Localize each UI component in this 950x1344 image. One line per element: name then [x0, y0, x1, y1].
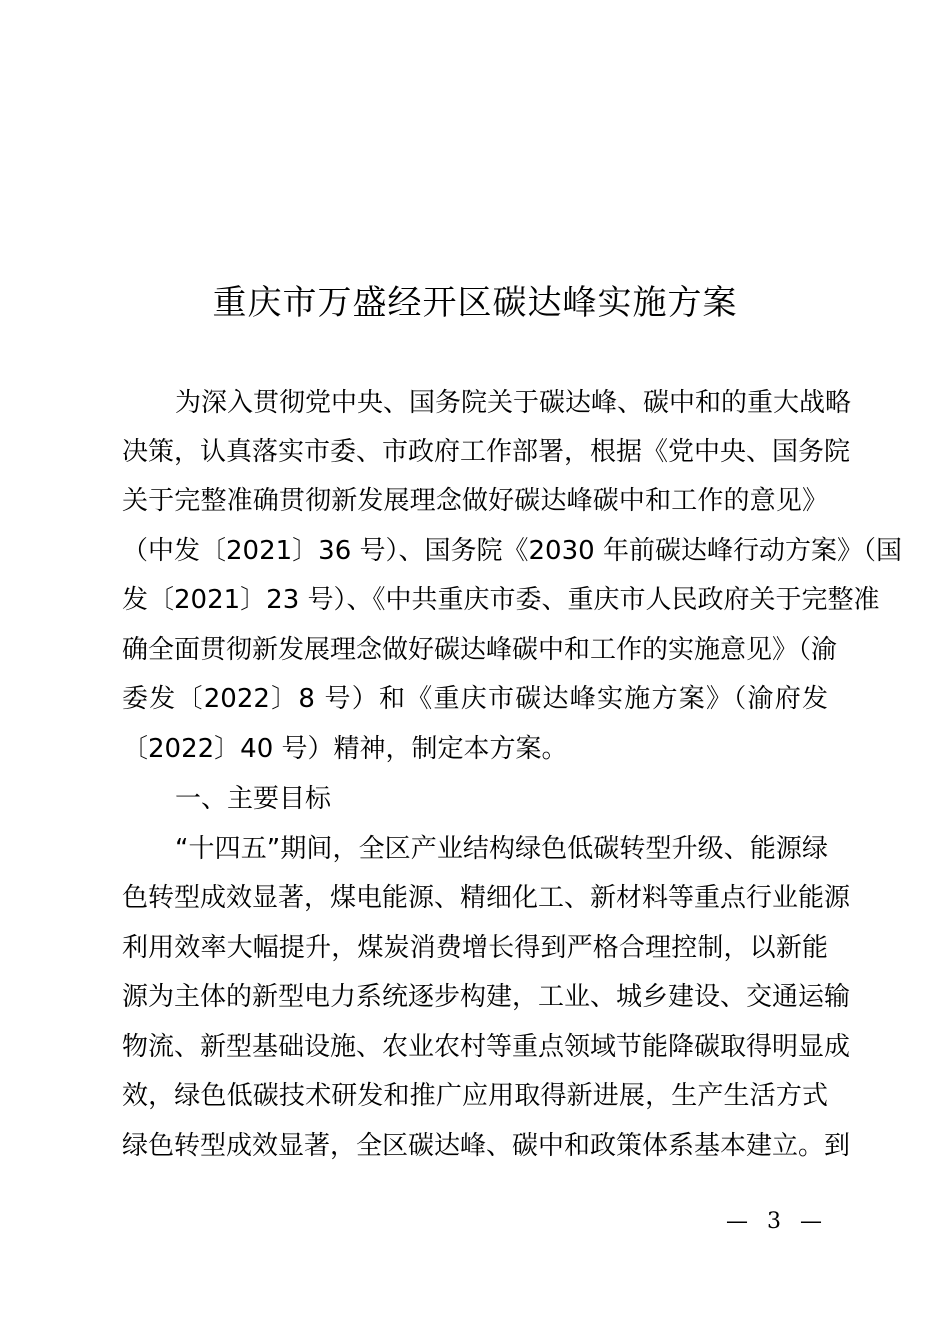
paragraph-line: 关于完整准确贯彻新发展理念做好碳达峰碳中和工作的意见》 — [122, 486, 828, 516]
paragraph-line: 绿色转型成效显著，全区碳达峰、碳中和政策体系基本建立。到 — [122, 1131, 851, 1161]
paragraph-line: 确全面贯彻新发展理念做好碳达峰碳中和工作的实施意见》（渝 — [122, 635, 838, 665]
paragraph-line: 〔2022〕40 号）精神，制定本方案。 — [122, 734, 568, 764]
page-number: — 3 — — [726, 1209, 828, 1234]
paragraph-line: 物流、新型基础设施、农业农村等重点领域节能降碳取得明显成 — [122, 1032, 851, 1062]
paragraph-line: 为深入贯彻党中央、国务院关于碳达峰、碳中和的重大战略 — [175, 388, 852, 418]
paragraph-line: 委发〔2022〕8 号）和《重庆市碳达峰实施方案》（渝府发 — [122, 684, 828, 714]
paragraph-line: 决策，认真落实市委、市政府工作部署，根据《党中央、国务院 — [122, 437, 851, 467]
paragraph-line: 色转型成效显著，煤电能源、精细化工、新材料等重点行业能源 — [122, 883, 851, 913]
section-heading: 一、主要目标 — [175, 784, 332, 814]
paragraph-line: 发〔2021〕23 号）、《中共重庆市委、重庆市人民政府关于完整准 — [122, 585, 880, 615]
paragraph-line: 利用效率大幅提升，煤炭消费增长得到严格合理控制，以新能 — [122, 933, 828, 963]
paragraph-line: “十四五”期间，全区产业结构绿色低碳转型升级、能源绿 — [175, 834, 828, 864]
paragraph-line: 效，绿色低碳技术研发和推广应用取得新进展，生产生活方式 — [122, 1081, 828, 1111]
document-title: 重庆市万盛经开区碳达峰实施方案 — [212, 283, 738, 323]
paragraph-line: 源为主体的新型电力系统逐步构建，工业、城乡建设、交通运输 — [122, 982, 851, 1012]
paragraph-line: （中发〔2021〕36 号）、国务院《2030 年前碳达峰行动方案》（国 — [122, 536, 902, 566]
